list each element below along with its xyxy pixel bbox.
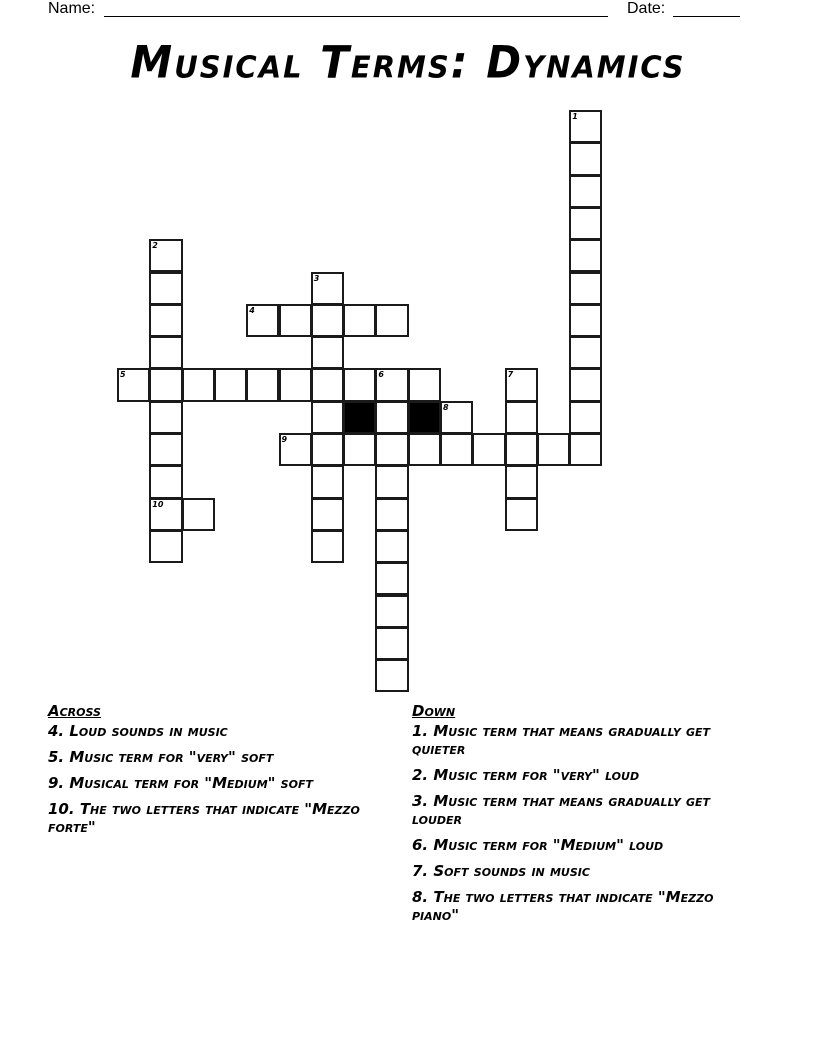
grid-cell[interactable] — [311, 304, 344, 337]
grid-cell[interactable] — [375, 401, 408, 434]
grid-cell[interactable] — [149, 239, 182, 272]
clue-text: The two letters that indicate "Mezzo piano" — [412, 888, 714, 924]
down-clue-1 — [412, 722, 762, 758]
grid-cell[interactable] — [149, 530, 182, 563]
grid-cell[interactable] — [149, 401, 182, 434]
clue-number: 3. — [412, 792, 429, 810]
grid-cell[interactable] — [569, 207, 602, 240]
down-clue-6 — [412, 836, 762, 854]
black-cell — [408, 401, 441, 434]
grid-cell[interactable] — [505, 433, 538, 466]
grid-cell[interactable] — [343, 368, 376, 401]
clue-number: 9. — [48, 774, 65, 792]
page-title: Musical Terms: Dynamics — [130, 36, 686, 89]
across-heading: Across — [48, 702, 101, 720]
down-heading: Down — [412, 702, 456, 720]
grid-cell[interactable] — [569, 304, 602, 337]
down-clues — [412, 702, 762, 932]
grid-cell[interactable] — [440, 401, 473, 434]
grid-cell[interactable] — [149, 304, 182, 337]
across-clue-10 — [48, 800, 388, 836]
date-label: Date: — [627, 0, 666, 17]
grid-cell[interactable] — [569, 433, 602, 466]
down-clue-7 — [412, 862, 762, 880]
black-cell — [343, 401, 376, 434]
clue-text: Music term for "Medium" loud — [433, 836, 664, 854]
grid-cell[interactable] — [246, 304, 279, 337]
clue-number: 1. — [412, 722, 429, 740]
grid-cell[interactable] — [182, 498, 215, 531]
clue-text: The two letters that indicate "Mezzo forte" — [48, 800, 360, 836]
grid-cell[interactable] — [375, 465, 408, 498]
clue-text: Musical term for "Medium" soft — [69, 774, 313, 792]
clue-number: 6. — [412, 836, 429, 854]
clue-text: Music term that means gradually get louder — [412, 792, 711, 828]
grid-cell[interactable] — [375, 659, 408, 692]
clue-text: Music term for "very" loud — [433, 766, 640, 784]
grid-cell[interactable] — [569, 110, 602, 143]
grid-cell[interactable] — [149, 368, 182, 401]
grid-cell[interactable] — [408, 368, 441, 401]
across-clues — [48, 702, 388, 844]
clue-number: 4 — [249, 305, 255, 315]
clue-text: Soft sounds in music — [433, 862, 590, 880]
grid-cell[interactable] — [375, 304, 408, 337]
grid-cell[interactable] — [505, 368, 538, 401]
grid-cell[interactable] — [279, 304, 312, 337]
across-clue-4 — [48, 722, 388, 740]
clue-number: 1 — [572, 112, 578, 121]
clue-number: 10 — [152, 499, 164, 509]
grid-cell[interactable] — [149, 336, 182, 369]
down-clue-3 — [412, 792, 762, 828]
grid-cell[interactable] — [279, 368, 312, 401]
grid-cell[interactable] — [182, 368, 215, 401]
down-clue-2 — [412, 766, 762, 784]
grid-cell[interactable] — [505, 498, 538, 531]
grid-cell[interactable] — [375, 498, 408, 531]
grid-cell[interactable] — [569, 175, 602, 208]
grid-cell[interactable] — [375, 562, 408, 595]
grid-cell[interactable] — [246, 368, 279, 401]
grid-cell[interactable] — [408, 433, 441, 466]
grid-cell[interactable] — [311, 433, 344, 466]
clue-number: 5. — [48, 748, 65, 766]
grid-cell[interactable] — [149, 498, 182, 531]
grid-cell[interactable] — [311, 272, 344, 305]
grid-cell[interactable] — [311, 498, 344, 531]
clue-number: 6 — [378, 370, 384, 380]
grid-cell[interactable] — [569, 142, 602, 175]
grid-cell[interactable] — [343, 304, 376, 337]
grid-cell[interactable] — [149, 272, 182, 305]
clue-text: Music term for "very" soft — [69, 748, 274, 766]
clue-number: 4. — [48, 722, 65, 740]
clue-number: 7 — [507, 370, 514, 380]
clue-number: 8 — [443, 402, 449, 412]
clue-text: Music term that means gradually get quieter — [412, 722, 711, 758]
grid-cell[interactable] — [311, 401, 344, 434]
grid-cell[interactable] — [569, 336, 602, 369]
grid-cell[interactable] — [375, 530, 408, 563]
grid-cell[interactable] — [505, 401, 538, 434]
down-clue-8 — [412, 888, 762, 924]
grid-cell[interactable] — [569, 239, 602, 272]
clue-number: 9 — [281, 435, 288, 444]
grid-cell[interactable] — [311, 336, 344, 369]
grid-cell[interactable] — [149, 433, 182, 466]
clue-number: 7. — [412, 862, 429, 880]
grid-cell[interactable] — [311, 368, 344, 401]
grid-cell[interactable] — [375, 368, 408, 401]
grid-cell[interactable] — [472, 433, 505, 466]
grid-cell[interactable] — [569, 272, 602, 305]
grid-cell[interactable] — [117, 368, 150, 401]
clue-number: 2 — [152, 241, 158, 251]
clue-text: Loud sounds in music — [69, 722, 228, 740]
grid-cell[interactable] — [149, 465, 182, 498]
grid-cell[interactable] — [214, 368, 247, 401]
grid-cell[interactable] — [279, 433, 312, 466]
clue-number: 2. — [412, 766, 429, 784]
grid-cell[interactable] — [375, 433, 408, 466]
clue-number: 5 — [120, 370, 126, 380]
grid-cell[interactable] — [375, 627, 408, 660]
grid-cell[interactable] — [311, 530, 344, 563]
grid-cell[interactable] — [505, 465, 538, 498]
grid-cell[interactable] — [569, 368, 602, 401]
across-clue-5 — [48, 748, 388, 766]
clue-number: 8. — [412, 888, 429, 906]
grid-cell[interactable] — [343, 433, 376, 466]
grid-cell[interactable] — [569, 401, 602, 434]
grid-cell[interactable] — [311, 465, 344, 498]
clue-number: 10. — [48, 800, 75, 818]
grid-cell[interactable] — [537, 433, 570, 466]
name-label: Name: — [48, 0, 96, 17]
across-clue-9 — [48, 774, 388, 792]
clue-number: 3 — [313, 273, 320, 283]
grid-cell[interactable] — [440, 433, 473, 466]
grid-cell[interactable] — [375, 595, 408, 628]
